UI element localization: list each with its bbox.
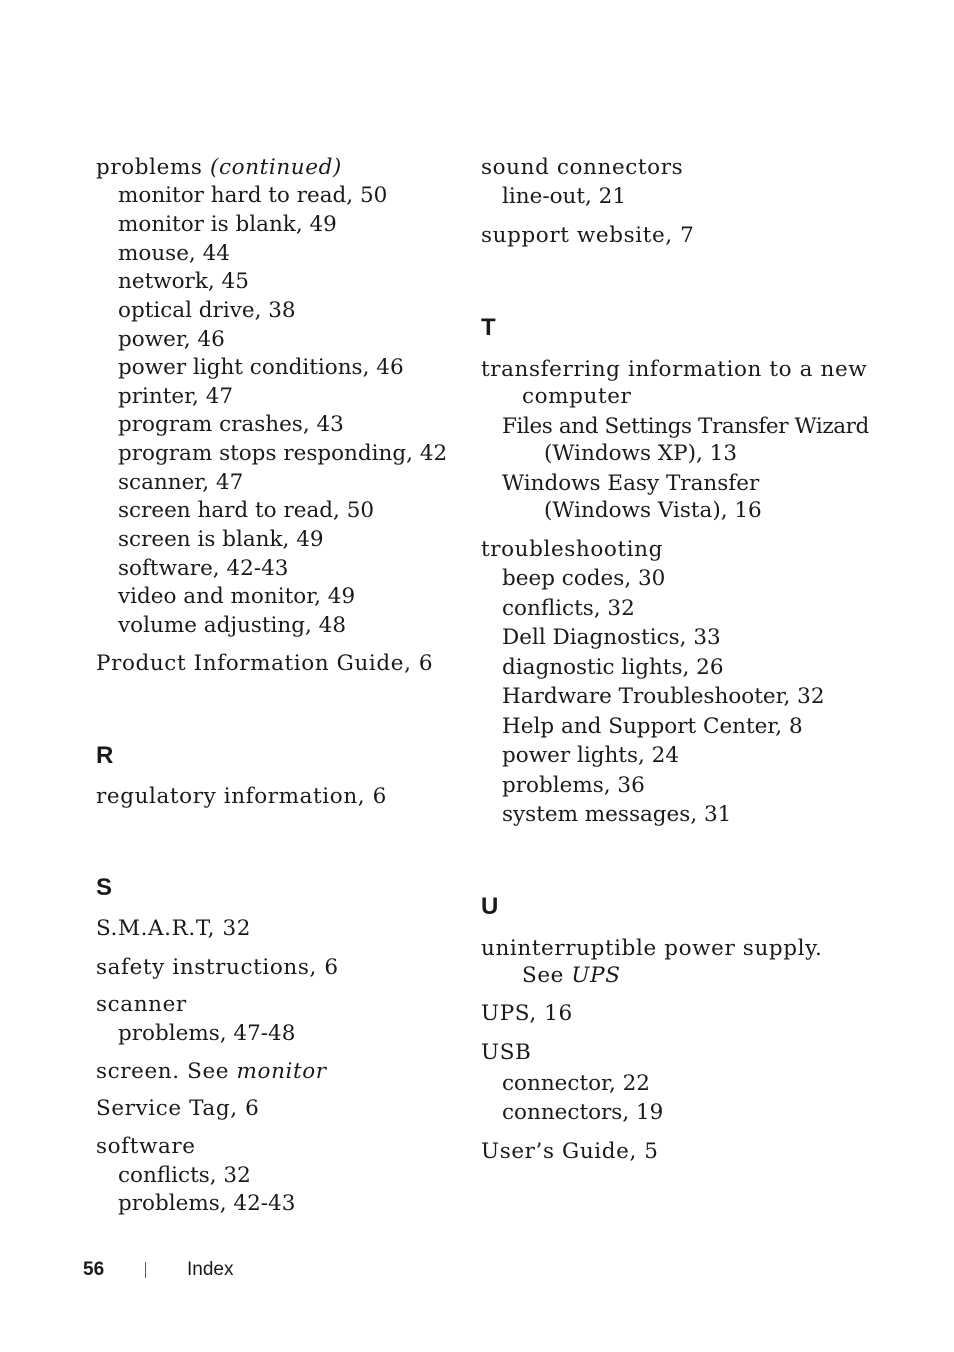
subentry-cont: (Windows XP), 13: [544, 441, 737, 466]
section-letter-s: S: [96, 874, 113, 901]
subentry: connectors, 19: [502, 1100, 664, 1125]
footer-divider: [145, 1262, 146, 1278]
index-entry-transferring-cont: computer: [522, 384, 632, 409]
subentry: Dell Diagnostics, 33: [502, 625, 721, 650]
index-entry-uninterruptible-see: [522, 965, 621, 987]
subentry: software, 42-43: [118, 556, 289, 581]
subentry: screen is blank, 49: [118, 527, 324, 552]
subentry: connector, 22: [502, 1071, 650, 1096]
index-entry-regulatory: regulatory information, 6: [96, 784, 387, 809]
subentry: monitor is blank, 49: [118, 212, 337, 237]
subentry: line-out, 21: [502, 184, 627, 209]
section-letter-r: R: [96, 742, 114, 769]
subentry: network, 45: [118, 269, 249, 294]
see-label: See: [522, 963, 564, 988]
index-entry-uninterruptible: uninterruptible power supply.: [481, 936, 823, 961]
subentry: mouse, 44: [118, 241, 230, 266]
subentry: Windows Easy Transfer: [502, 471, 760, 496]
subentry: volume adjusting, 48: [118, 613, 347, 638]
index-entry-service-tag: Service Tag, 6: [96, 1096, 260, 1121]
subentry: screen hard to read, 50: [118, 498, 375, 523]
subentry-cont: (Windows Vista), 16: [544, 498, 762, 523]
index-entry-sound-connectors: sound connectors: [481, 155, 684, 180]
subentry: diagnostic lights, 26: [502, 655, 724, 680]
index-entry-users-guide: User’s Guide, 5: [481, 1139, 659, 1164]
entry-text: screen. See: [96, 1059, 230, 1084]
subentry: scanner, 47: [118, 470, 244, 495]
index-entry-transferring: transferring information to a new: [481, 357, 868, 382]
section-letter-u: U: [481, 893, 499, 920]
continued-note: (continued): [210, 155, 342, 180]
subentry: problems, 36: [502, 773, 645, 798]
subentry: monitor hard to read, 50: [118, 183, 388, 208]
entry-text: problems: [96, 155, 203, 180]
index-entry-product-info: Product Information Guide, 6: [96, 651, 434, 676]
subentry: beep codes, 30: [502, 566, 666, 591]
index-entry-scanner: scanner: [96, 992, 187, 1017]
subentry: Files and Settings Transfer Wizard: [502, 414, 869, 439]
subentry: conflicts, 32: [502, 596, 635, 621]
subentry: power, 46: [118, 327, 225, 352]
subentry: program crashes, 43: [118, 412, 344, 437]
subentry: video and monitor, 49: [118, 584, 356, 609]
subentry: system messages, 31: [502, 802, 732, 827]
index-entry-smart: S.M.A.R.T, 32: [96, 916, 252, 941]
page-number: 56: [83, 1259, 105, 1280]
subentry: program stops responding, 42: [118, 441, 448, 466]
footer-section-title: Index: [187, 1259, 234, 1280]
index-entry-screen: [96, 1061, 327, 1083]
index-entry-usb: USB: [481, 1040, 532, 1065]
subentry: conflicts, 32: [118, 1163, 251, 1188]
index-entry-ups: UPS, 16: [481, 1001, 573, 1026]
index-entry-safety: safety instructions, 6: [96, 955, 339, 980]
index-entry-support-website: support website, 7: [481, 223, 695, 248]
subentry: problems, 42-43: [118, 1191, 296, 1216]
section-letter-t: T: [481, 314, 496, 341]
subentry: Help and Support Center, 8: [502, 714, 803, 739]
subentry: Hardware Troubleshooter, 32: [502, 684, 825, 709]
subentry: problems, 47-48: [118, 1021, 296, 1046]
index-entry-troubleshooting: troubleshooting: [481, 537, 663, 562]
index-entry-problems: [96, 157, 342, 179]
see-target: monitor: [236, 1059, 327, 1084]
subentry: optical drive, 38: [118, 298, 296, 323]
subentry: power light conditions, 46: [118, 355, 404, 380]
subentry: printer, 47: [118, 384, 234, 409]
index-entry-software: software: [96, 1134, 196, 1159]
see-target: UPS: [571, 963, 621, 988]
subentry: power lights, 24: [502, 743, 680, 768]
